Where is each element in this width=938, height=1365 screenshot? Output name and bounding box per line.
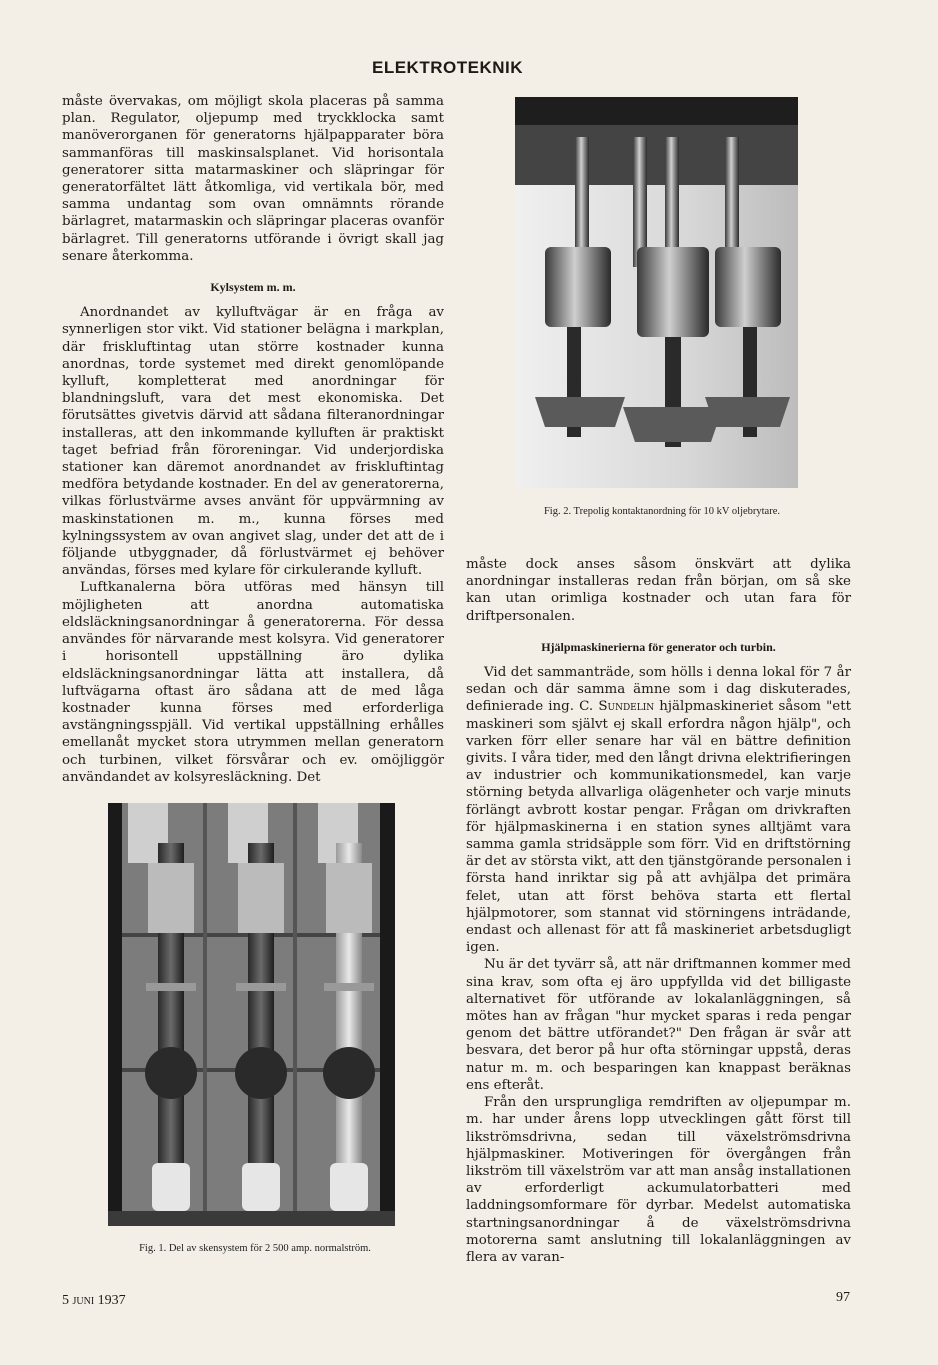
figure-1-photo <box>108 803 395 1226</box>
right-paragraph-2 <box>466 664 851 956</box>
issue-month: juni <box>72 1293 95 1308</box>
left-paragraph-2: Anordnandet av kylluftvägar är en fråga av synnerligen stor vikt. Vid stationer belägna i markplan, där friskluftintag utan större kostnader kunna anordnas, torde systemet med direkt genomlöpande kylluft, kompletterat med anordningar för blandningsluft, vara det mest ekonomiska. Det förutsättes givetvis därvid att sådana filteranordningar installeras, att den inkommande kylluften är praktiskt taget befriad från föroreningar. Vid underjordiska stationer kan däremot anordnandet av friskluftintag medföra betydande kostnader. En del av generatorerna, vilkas förlustvärme avses använt för uppvärmning av maskinstationen m. m., kunna förses med kylningssystem av ovan angivet slag, under det att de i följande utbyggnader, då förlustvärmet ej behöver användas, förses med kylare för cirkulerande kylluft. <box>62 305 444 579</box>
left-column <box>62 93 444 786</box>
right-paragraph-2-start: Vid det sammanträde, som hölls i denna lokal för 7 år sedan och där samma ämne som i dag diskuterades, definierade ing. C. <box>466 665 851 715</box>
left-paragraph-1: måste övervakas, om möjligt skola placeras på samma plan. Regulator, oljepump med tryckklocka samt manöverorganen för generatorns hjälpapparater böra sammanföras till maskinsalsplanet. Vid horisontala generatorer sitta matarmaskiner och släpringar för generatorfältet lätt åtkomliga, vid vertikala bör, med samma undantag som ovan omnämnts rörande bärlagret, matarmaskin och släpringar placeras ovanför bärlagret. Till generatorns utförande i övrigt skall jag senare återkomma. <box>62 94 444 264</box>
figure-2-photo <box>515 97 798 488</box>
issue-date <box>62 1293 126 1309</box>
figure-2-caption: Fig. 2. Trepolig kontaktanordning för 10 kV oljebrytare. <box>543 506 781 517</box>
right-paragraph-1: måste dock anses såsom önskvärt att dylika anordningar installeras redan från början, om så ske kan utan orimliga kostnader och utan fara för driftpersonalen. <box>466 557 851 624</box>
busbar-photo-icon <box>108 803 395 1226</box>
breaker-contacts-photo-icon <box>515 97 798 488</box>
right-paragraph-2-rest: hjälpmaskineriet såsom "ett maskineri som självt ej skall erfordra någon hjälp", och varken förr eller senare har väl en bättre definition givits. I våra tider, med den långt drivna elektrifieringen av industrier och kommunikationsmedel, kan varje störning betyda allvarliga olägenheter och varje minuts förlängt avbrott kostar pengar. Frågan om drivkraften för hjälpmaskinerna i en station synes alltjämt vara samma gamla stridsäpple som förr. Vid en driftstörning är det av största vikt, att den tjänstgörande personalen i första hand inriktar sig på att avhjälpa det primära felet, utan att först behöva starta ett flertal hjälpmotorer, som stannat vid störningens inträdande, endast och allenast för att få maskineriet arbetsdugligt igen. <box>466 699 851 956</box>
right-paragraph-4: Från den ursprungliga remdriften av oljepumpar m. m. har under årens lopp utvecklingen gått först till likströmsdrivna, sedan till växelströmsdrivna hjälpmaskiner. Motiveringen för övergången från likström till växelström var att man ansåg installationen av erforderligt ackumulatorbatteri med laddningsomformare för dyrbar. Medelst automatiska startningsanordningar å de växelströmsdrivna motorerna samt anslutning till lokalanläggningen av flera av varan- <box>466 1095 851 1265</box>
section-header: ELEKTROTEKNIK <box>372 58 523 77</box>
left-paragraph-3: Luftkanalerna böra utföras med hänsyn till möjligheten att anordna automatiska eldsläckningsanordningar å generatorerna. För dessa användes för närvarande mest kolsyra. Vid generatorer i horisontell uppställning äro dylika eldsläckningsanordningar lätta att installera, då luftvägarna oftast äro sådana att de med låga kostnader kunna förses med erforderliga avstängningsspjäll. Vid vertikal uppställning erhålles emellanåt mycket stora utrymmen mellan generatorn och turbinen, vilket försvårar och ev. omöjliggör användandet av kolsyresläckning. Det <box>62 580 444 785</box>
page-number: 97 <box>836 1290 850 1305</box>
person-name: Sundelin <box>598 699 655 715</box>
right-column <box>466 556 851 1266</box>
issue-year: 1937 <box>97 1293 126 1308</box>
issue-day: 5 <box>62 1293 69 1308</box>
heading-hjalpmaskinerierna: Hjälpmaskinerierna för generator och turbin. <box>541 639 776 654</box>
figure-1-caption: Fig. 1. Del av skensystem för 2 500 amp. normalström. <box>139 1243 371 1254</box>
right-paragraph-3: Nu är det tyvärr så, att när driftmannen kommer med sina krav, som ofta ej äro uppfyllda vid det billigaste alternativet för utförande av lokalanläggningen, så mötes han av frågan "hur mycket sparas i reda pengar genom det bättre utförandet?" Den frågan är svår att besvara, det beror på hur ofta störningar uppstå, deras natur m. m. och besparingen kan knappast beräknas ens efteråt. <box>466 957 851 1093</box>
heading-kylsystem: Kylsystem m. m. <box>210 280 296 295</box>
